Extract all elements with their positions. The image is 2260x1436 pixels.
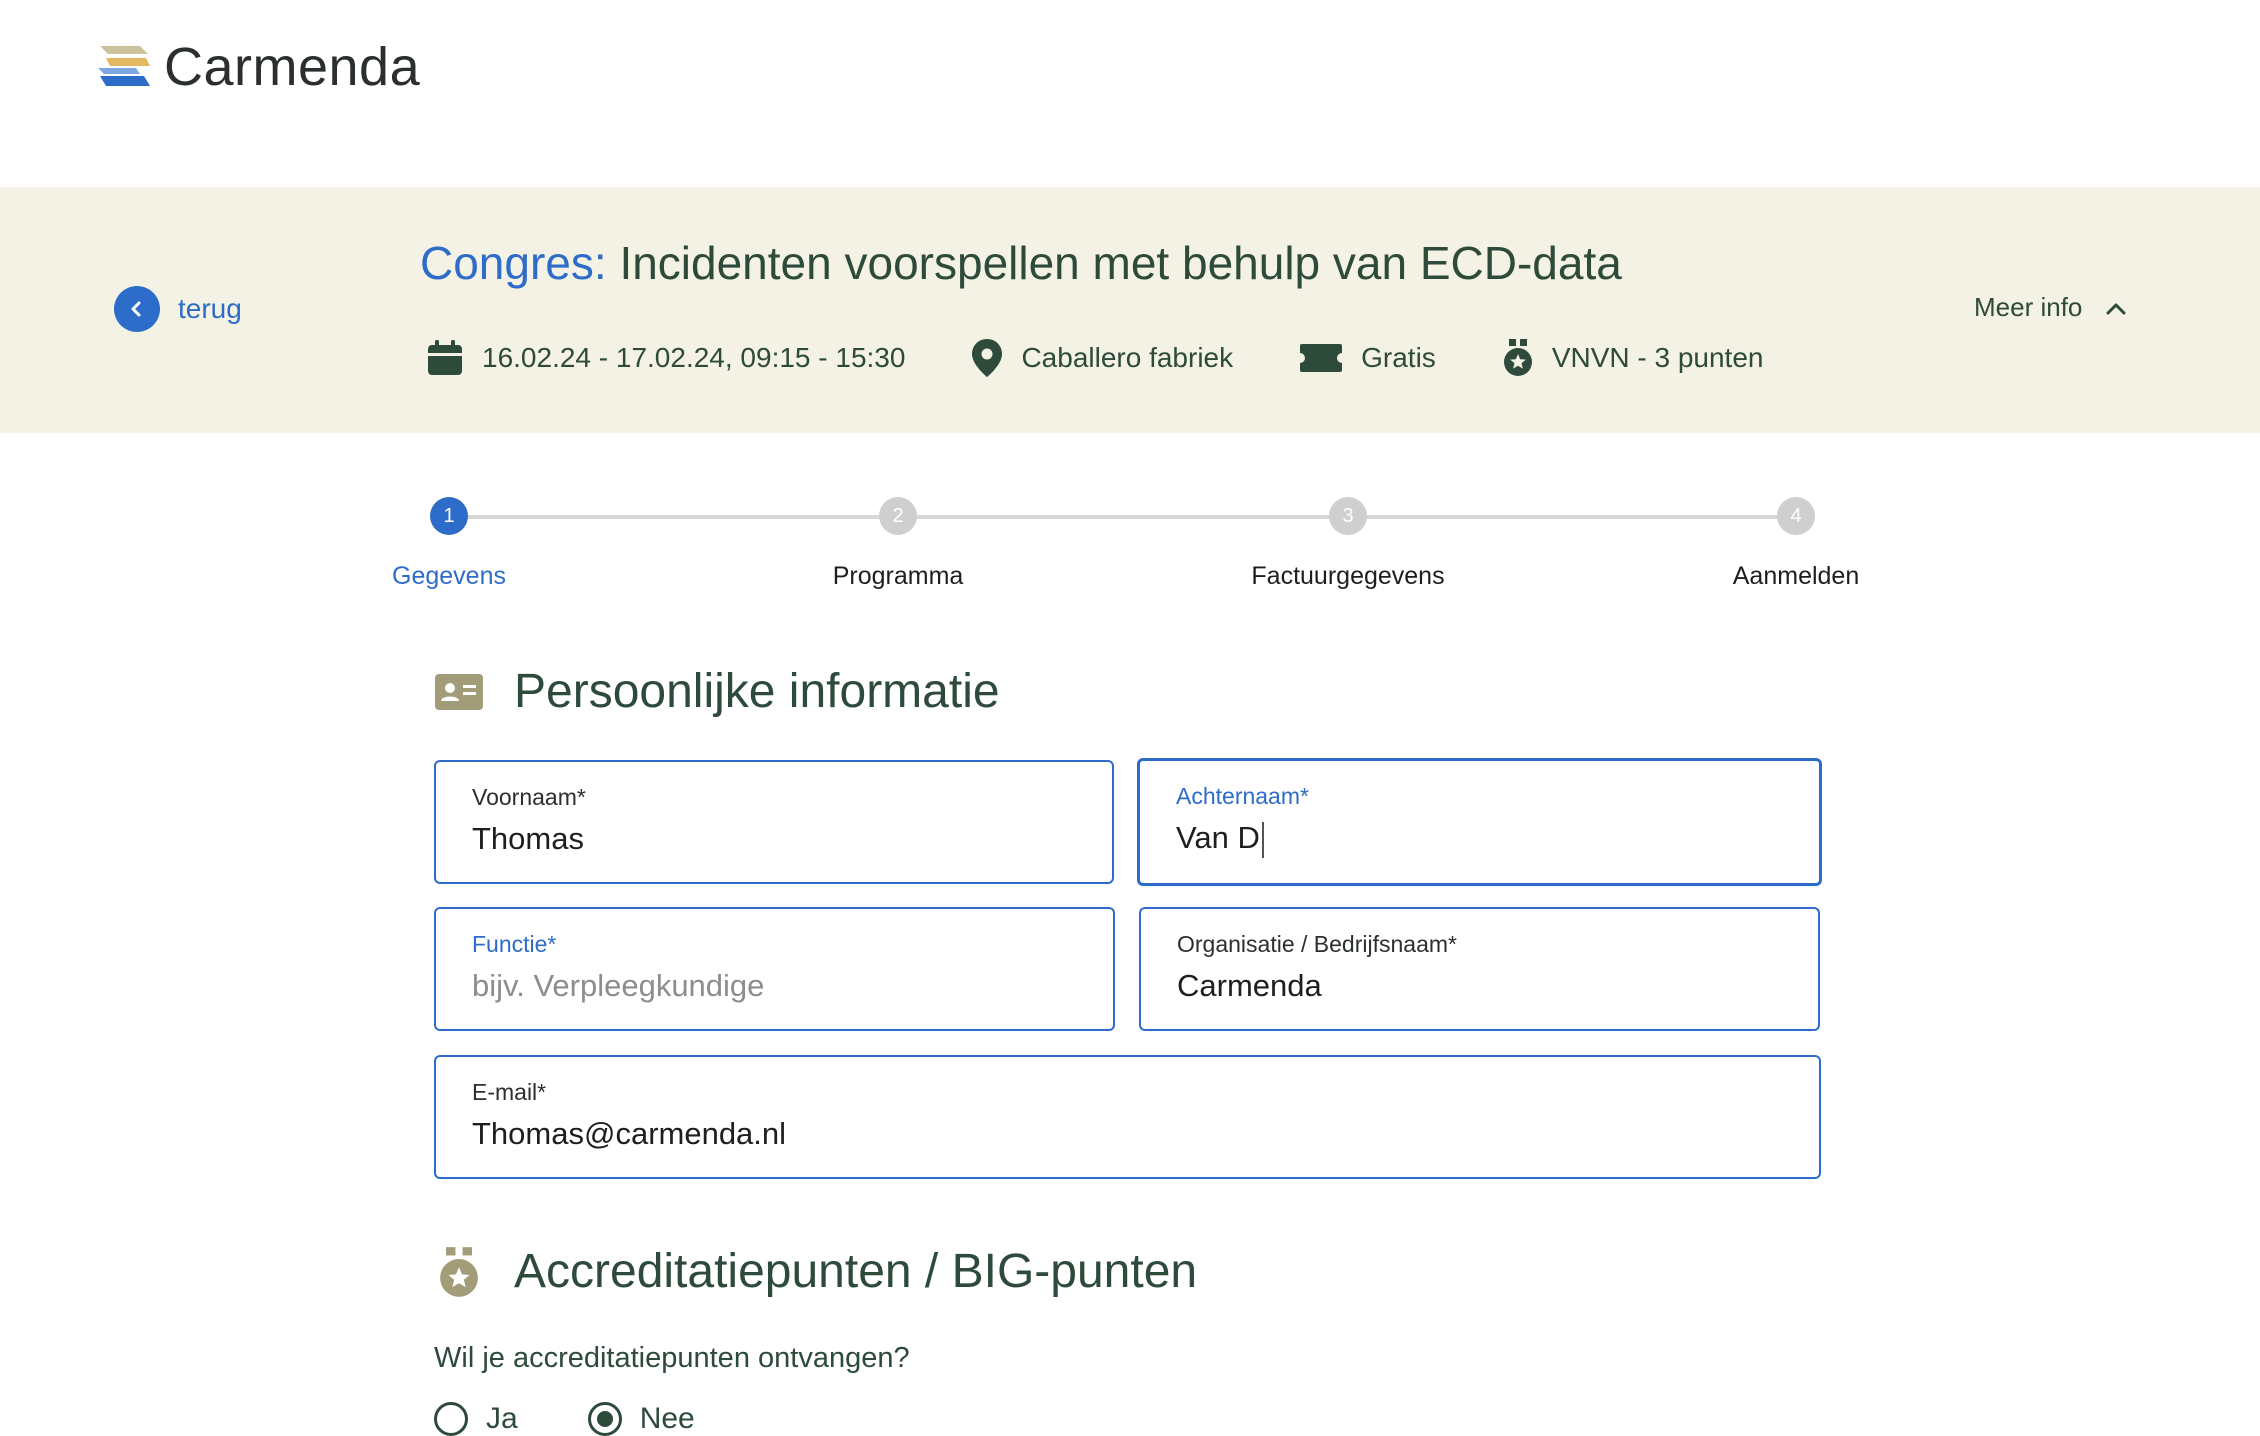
ticket-icon (1299, 343, 1343, 373)
chevron-up-icon (2106, 301, 2126, 315)
radio-yes-label[interactable]: Ja (486, 1402, 518, 1435)
personal-info-heading (434, 664, 1000, 719)
radio-yes-circle[interactable] (434, 1402, 468, 1436)
medal-icon (1502, 338, 1534, 378)
step-4-label[interactable]: Aanmelden (1732, 562, 1860, 590)
step-4-marker[interactable]: 4 (1777, 497, 1815, 535)
first-name-label: Voornaam* (472, 784, 586, 810)
event-price (1299, 342, 1436, 374)
email-label: E-mail* (472, 1079, 547, 1105)
radio-no-circle[interactable] (588, 1402, 622, 1436)
radio-no-label[interactable]: Nee (639, 1402, 695, 1435)
event-location-text: Caballero fabriek (1021, 342, 1234, 373)
map-pin-icon (971, 338, 1003, 378)
event-kind: Congres: (420, 237, 607, 289)
carmenda-logo-icon (96, 44, 152, 90)
brand-name: Carmenda (164, 37, 421, 97)
brand-logo[interactable] (96, 36, 420, 98)
event-location (971, 338, 1233, 378)
back-link[interactable] (114, 286, 242, 332)
calendar-icon (426, 339, 464, 377)
event-date (426, 339, 905, 377)
text-caret (1262, 822, 1264, 858)
more-info-toggle[interactable] (1974, 292, 2126, 323)
event-header (0, 187, 2260, 433)
event-title (420, 236, 1622, 290)
more-info-label: Meer info (1974, 292, 2083, 322)
job-title-field[interactable] (434, 907, 1115, 1031)
email-input[interactable] (472, 1116, 1783, 1152)
personal-info-title: Persoonlijke informatie (514, 665, 1000, 718)
step-1-label[interactable]: Gegevens (392, 562, 506, 590)
organisation-label: Organisatie / Bedrijfsnaam* (1177, 931, 1457, 957)
chevron-left-icon (114, 286, 160, 332)
last-name-input[interactable] (1176, 820, 1783, 858)
first-name-input[interactable] (472, 821, 1076, 857)
first-name-field[interactable] (434, 760, 1114, 884)
id-card-icon (434, 671, 484, 713)
stepper-track (449, 515, 1797, 519)
accreditation-title: Accreditatiepunten / BIG-punten (514, 1245, 1198, 1298)
accreditation-options (434, 1402, 765, 1436)
medal-icon (434, 1246, 484, 1298)
radio-selected-dot (597, 1411, 613, 1427)
accreditation-heading (434, 1244, 1197, 1299)
email-field[interactable] (434, 1055, 1821, 1179)
step-2-marker[interactable]: 2 (879, 497, 917, 535)
step-3-label[interactable]: Factuurgegevens (1251, 562, 1445, 590)
step-2-label[interactable]: Programma (832, 562, 964, 590)
event-price-text: Gratis (1361, 342, 1436, 373)
event-meta (426, 338, 1829, 378)
organisation-field[interactable] (1139, 907, 1820, 1031)
back-label: terug (178, 293, 242, 324)
last-name-label: Achternaam* (1176, 783, 1309, 809)
job-title-input[interactable] (472, 968, 1077, 1004)
radio-yes[interactable] (434, 1402, 518, 1436)
step-1-marker[interactable]: 1 (430, 497, 468, 535)
step-3-marker[interactable]: 3 (1329, 497, 1367, 535)
radio-no[interactable] (588, 1402, 695, 1436)
organisation-input[interactable] (1177, 968, 1782, 1004)
event-accreditation (1502, 338, 1764, 378)
accreditation-question: Wil je accreditatiepunten ontvangen? (434, 1342, 910, 1374)
event-name: Incidenten voorspellen met behulp van ECD-data (619, 237, 1622, 289)
event-date-text: 16.02.24 - 17.02.24, 09:15 - 15:30 (482, 342, 906, 373)
last-name-field[interactable] (1137, 758, 1822, 886)
last-name-value: Van D (1176, 820, 1260, 855)
job-title-label: Functie* (472, 931, 557, 957)
event-accreditation-text: VNVN - 3 punten (1551, 342, 1764, 373)
